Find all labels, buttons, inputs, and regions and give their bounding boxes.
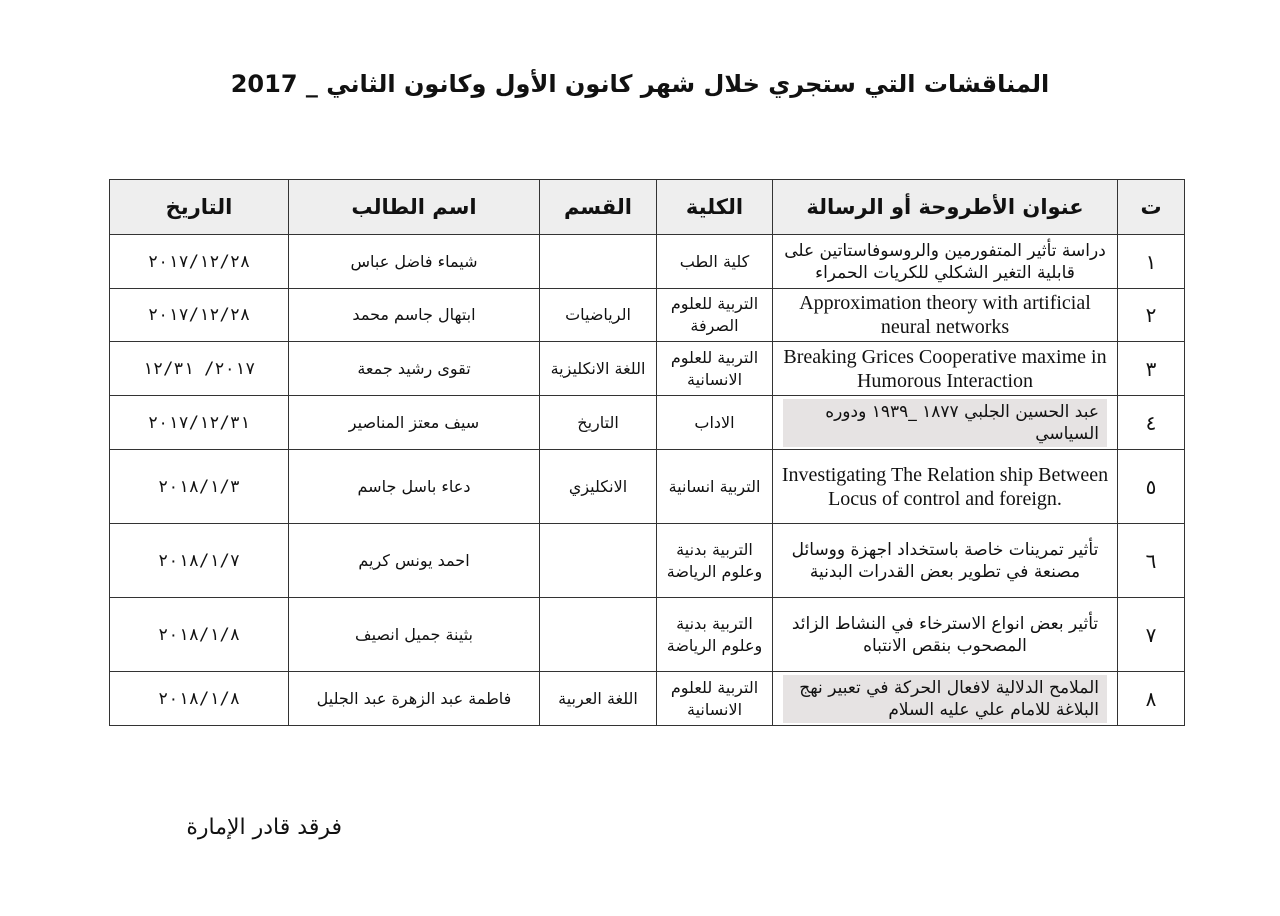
col-header-date: التاريخ bbox=[110, 180, 289, 235]
college: كلية الطب bbox=[657, 235, 773, 289]
row-num: ٨ bbox=[1118, 672, 1185, 726]
col-header-thesis: عنوان الأطروحة أو الرسالة bbox=[773, 180, 1118, 235]
date: ٢٠١٨/١/٨ bbox=[110, 598, 289, 672]
table-row bbox=[110, 396, 1185, 450]
table-row bbox=[110, 342, 1185, 396]
department: اللغة الانكليزية bbox=[540, 342, 657, 396]
row-num: ٣ bbox=[1118, 342, 1185, 396]
date: ٢٠١٨/١/٧ bbox=[110, 524, 289, 598]
department: الانكليزي bbox=[540, 450, 657, 524]
table-row bbox=[110, 235, 1185, 289]
date: ٢٠١٧/ ١٢/٣١ bbox=[110, 342, 289, 396]
col-header-num: ت bbox=[1118, 180, 1185, 235]
thesis-title: تأثير تمرينات خاصة باستخداد اجهزة ووسائل مصنعة في تطوير بعض القدرات البدنية bbox=[773, 524, 1118, 598]
student-name: احمد يونس كريم bbox=[289, 524, 540, 598]
thesis-title: Investigating The Relation ship Between Locus of control and foreign. bbox=[773, 450, 1118, 524]
student-name: سيف معتز المناصير bbox=[289, 396, 540, 450]
department: التاريخ bbox=[540, 396, 657, 450]
date: ٢٠١٧/١٢/٢٨ bbox=[110, 235, 289, 289]
date: ٢٠١٨/١/٨ bbox=[110, 672, 289, 726]
table-row bbox=[110, 524, 1185, 598]
highlighted-text: الملامح الدلالية لافعال الحركة في تعبير نهج البلاغة للامام علي عليه السلام bbox=[783, 675, 1107, 723]
student-name: دعاء باسل جاسم bbox=[289, 450, 540, 524]
student-name: ابتهال جاسم محمد bbox=[289, 289, 540, 342]
student-name: فاطمة عبد الزهرة عبد الجليل bbox=[289, 672, 540, 726]
college: التربية بدنية وعلوم الرياضة bbox=[657, 524, 773, 598]
row-num: ٧ bbox=[1118, 598, 1185, 672]
table-row bbox=[110, 598, 1185, 672]
student-name: بثينة جميل انصيف bbox=[289, 598, 540, 672]
signature-name: فرقد قادر الإمارة bbox=[186, 815, 342, 840]
row-num: ٦ bbox=[1118, 524, 1185, 598]
college: الاداب bbox=[657, 396, 773, 450]
department bbox=[540, 598, 657, 672]
college: التربية للعلوم الانسانية bbox=[657, 672, 773, 726]
page-title: المناقشات التي ستجري خلال شهر كانون الأول وكانون الثاني _ 2017 bbox=[230, 70, 1050, 98]
date: ٢٠١٧/١٢/٣١ bbox=[110, 396, 289, 450]
table-row bbox=[110, 289, 1185, 342]
thesis-title: Approximation theory with artificial neural networks bbox=[773, 289, 1118, 342]
college: التربية للعلوم الصرفة bbox=[657, 289, 773, 342]
department bbox=[540, 235, 657, 289]
table-row bbox=[110, 672, 1185, 726]
row-num: ٥ bbox=[1118, 450, 1185, 524]
row-num: ٤ bbox=[1118, 396, 1185, 450]
thesis-title: Breaking Grices Cooperative maxime in Humorous Interaction bbox=[773, 342, 1118, 396]
col-header-department: القسم bbox=[540, 180, 657, 235]
row-num: ١ bbox=[1118, 235, 1185, 289]
thesis-title: دراسة تأثير المتفورمين والروسوفاستاتين على قابلية التغير الشكلي للكريات الحمراء bbox=[773, 235, 1118, 289]
thesis-title bbox=[773, 672, 1118, 726]
row-num: ٢ bbox=[1118, 289, 1185, 342]
college: التربية بدنية وعلوم الرياضة bbox=[657, 598, 773, 672]
student-name: تقوى رشيد جمعة bbox=[289, 342, 540, 396]
discussions-table bbox=[109, 179, 1185, 726]
department: اللغة العربية bbox=[540, 672, 657, 726]
table-row bbox=[110, 450, 1185, 524]
highlighted-text: عبد الحسين الجلبي ١٨٧٧ _١٩٣٩ ودوره السياسي bbox=[783, 399, 1107, 447]
thesis-title: تأثير بعض انواع الاسترخاء في النشاط الزائد المصحوب بنقص الانتباه bbox=[773, 598, 1118, 672]
student-name: شيماء فاضل عباس bbox=[289, 235, 540, 289]
college: التربية انسانية bbox=[657, 450, 773, 524]
date: ٢٠١٨/١/٣ bbox=[110, 450, 289, 524]
col-header-student: اسم الطالب bbox=[289, 180, 540, 235]
table-header-row bbox=[110, 180, 1185, 235]
college: التربية للعلوم الانسانية bbox=[657, 342, 773, 396]
department: الرياضيات bbox=[540, 289, 657, 342]
department bbox=[540, 524, 657, 598]
col-header-college: الكلية bbox=[657, 180, 773, 235]
thesis-title bbox=[773, 396, 1118, 450]
date: ٢٠١٧/١٢/٢٨ bbox=[110, 289, 289, 342]
